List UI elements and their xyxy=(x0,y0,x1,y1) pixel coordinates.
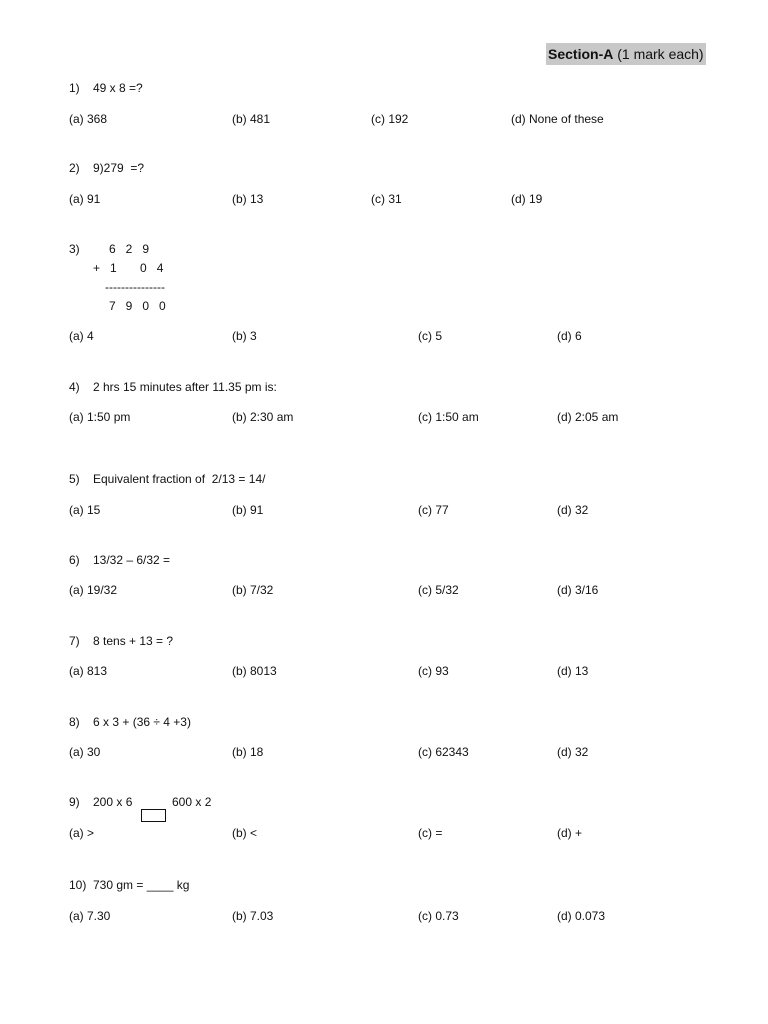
question-number: 3) xyxy=(69,242,80,256)
option-b: (b) 2:30 am xyxy=(232,410,294,424)
option-a: (a) 30 xyxy=(69,745,101,759)
option-c: (c) = xyxy=(418,826,443,840)
option-b: (b) 91 xyxy=(232,503,264,517)
question-2 xyxy=(69,161,144,175)
option-d: (d) 19 xyxy=(511,192,543,206)
option-a: (a) 1:50 pm xyxy=(69,410,131,424)
option-d: (d) 32 xyxy=(557,503,589,517)
addition-row-2: + 1 0 4 xyxy=(93,261,164,275)
option-c: (c) 5 xyxy=(418,329,442,343)
question-number: 10) xyxy=(69,878,87,892)
question-text-left: 200 x 6 xyxy=(93,795,133,809)
question-8 xyxy=(69,715,191,729)
comparison-answer-box xyxy=(141,809,166,822)
question-number: 8) xyxy=(69,715,80,729)
question-7 xyxy=(69,634,173,648)
question-text: 730 gm = ____ kg xyxy=(93,878,190,892)
option-b: (b) 18 xyxy=(232,745,264,759)
option-c: (c) 31 xyxy=(371,192,402,206)
addition-row-1: 6 2 9 xyxy=(109,242,150,256)
option-a: (a) 4 xyxy=(69,329,94,343)
option-c: (c) 5/32 xyxy=(418,583,459,597)
question-number: 6) xyxy=(69,553,80,567)
question-number: 2) xyxy=(69,161,80,175)
question-text: 49 x 8 =? xyxy=(93,81,143,95)
section-heading xyxy=(546,43,706,65)
option-a: (a) > xyxy=(69,826,95,840)
option-d: (d) 13 xyxy=(557,664,589,678)
addition-result: 7 9 0 0 xyxy=(109,299,166,313)
question-number: 4) xyxy=(69,380,80,394)
option-c: (c) 93 xyxy=(418,664,449,678)
question-5 xyxy=(69,472,265,486)
option-d: (d) 2:05 am xyxy=(557,410,619,424)
option-d: (d) 0.073 xyxy=(557,909,606,923)
option-d: (d) 32 xyxy=(557,745,589,759)
question-text: Equivalent fraction of 2/13 = 14/ xyxy=(93,472,266,486)
option-c: (c) 62343 xyxy=(418,745,469,759)
option-b: (b) 7/32 xyxy=(232,583,274,597)
option-a: (a) 368 xyxy=(69,112,108,126)
option-c: (c) 0.73 xyxy=(418,909,459,923)
option-a: (a) 19/32 xyxy=(69,583,118,597)
option-c: (c) 77 xyxy=(418,503,449,517)
question-number: 1) xyxy=(69,81,80,95)
question-text: 2 hrs 15 minutes after 11.35 pm is: xyxy=(93,380,277,394)
option-d: (d) + xyxy=(557,826,583,840)
question-number: 9) xyxy=(69,795,80,809)
option-a: (a) 91 xyxy=(69,192,101,206)
option-c: (c) 1:50 am xyxy=(418,410,479,424)
option-b: (b) 7.03 xyxy=(232,909,274,923)
question-6 xyxy=(69,553,170,567)
option-b: (b) < xyxy=(232,826,258,840)
question-text: 9)279 =? xyxy=(93,161,145,175)
section-heading-label: Section-A xyxy=(548,46,614,62)
question-1 xyxy=(69,81,143,95)
option-a: (a) 813 xyxy=(69,664,108,678)
question-number: 7) xyxy=(69,634,80,648)
question-text-right: 600 x 2 xyxy=(172,795,212,809)
section-heading-marks: (1 mark each) xyxy=(613,46,704,62)
question-3 xyxy=(69,242,93,256)
option-b: (b) 8013 xyxy=(232,664,277,678)
question-10 xyxy=(69,878,189,892)
option-a: (a) 15 xyxy=(69,503,101,517)
option-b: (b) 481 xyxy=(232,112,271,126)
question-9 xyxy=(69,795,132,809)
option-b: (b) 13 xyxy=(232,192,264,206)
option-d: (d) None of these xyxy=(511,112,604,126)
option-d: (d) 3/16 xyxy=(557,583,599,597)
option-a: (a) 7.30 xyxy=(69,909,111,923)
addition-rule: --------------- xyxy=(105,280,165,294)
option-b: (b) 3 xyxy=(232,329,257,343)
question-number: 5) xyxy=(69,472,80,486)
option-c: (c) 192 xyxy=(371,112,409,126)
question-text: 8 tens + 13 = ? xyxy=(93,634,174,648)
question-text: 13/32 – 6/32 = xyxy=(93,553,171,567)
question-text: 6 x 3 + (36 ÷ 4 +3) xyxy=(93,715,191,729)
option-d: (d) 6 xyxy=(557,329,582,343)
question-4 xyxy=(69,380,277,394)
